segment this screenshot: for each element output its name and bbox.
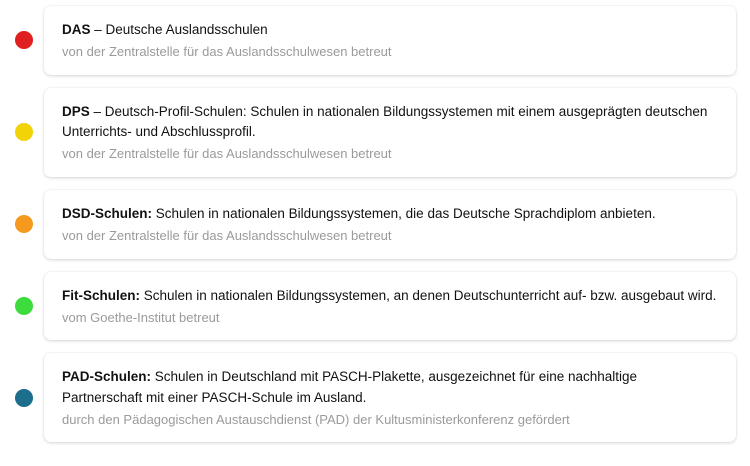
legend-dot-cell: [4, 297, 44, 315]
legend-card-sub: von der Zentralstelle für das Auslandsschulwesen betreut: [62, 44, 392, 60]
list-item: [4, 272, 736, 341]
legend-card: [44, 272, 736, 341]
legend-card-main: [62, 102, 718, 143]
legend-card-main: [62, 286, 718, 306]
legend-abbr: DAS: [62, 22, 91, 37]
list-item: [4, 353, 736, 442]
legend-dot-red-icon: [15, 31, 33, 49]
legend-card: [44, 88, 736, 177]
legend-main-text: Schulen in Deutschland mit PASCH-Plakette, ausgezeichnet für eine nachhaltige Partnerschaft mit einer PASCH-Schule im Ausland.: [62, 369, 638, 405]
legend-main-text: – Deutsche Auslandsschulen: [90, 22, 268, 37]
legend-dot-cell: [4, 389, 44, 407]
list-item: [4, 88, 736, 177]
legend-dot-cell: [4, 215, 44, 233]
legend-main-text: – Deutsch-Profil-Schulen: Schulen in nationalen Bildungssystemen mit einem ausgeprägten deutschen Unterrichts- und Abschlussprofil.: [62, 103, 708, 139]
legend-dot-blue-icon: [15, 389, 33, 407]
legend-dot-cell: [4, 123, 44, 141]
legend-card-sub: vom Goethe-Institut betreut: [62, 309, 220, 325]
legend-main-text: Schulen in nationalen Bildungssystemen, die das Deutsche Sprachdiplom anbieten.: [152, 205, 656, 221]
legend-card: [44, 190, 736, 259]
legend-card-sub: von der Zentralstelle für das Auslandsschulwesen betreut: [62, 228, 392, 243]
legend-card-main: [62, 204, 718, 224]
legend-card-main: [62, 367, 718, 408]
list-item: [4, 190, 736, 259]
legend-abbr: DPS: [62, 103, 90, 119]
list-item: [4, 6, 736, 75]
legend-card: [44, 353, 736, 442]
legend-abbr: Fit-Schulen:: [62, 287, 140, 303]
legend-card-sub: durch den Pädagogischen Austauschdienst (PAD) der Kultusministerkonferenz gefördert: [62, 411, 570, 427]
legend-card-main: [62, 20, 718, 40]
legend-dot-yellow-icon: [15, 123, 33, 141]
legend-dot-green-icon: [15, 297, 33, 315]
legend-abbr: DSD-Schulen:: [62, 205, 153, 221]
legend-dot-orange-icon: [15, 215, 33, 233]
legend-card: [44, 6, 736, 75]
legend-main-text: Schulen in nationalen Bildungssystemen, an denen Deutschunterricht auf- bzw. ausgebaut wird.: [140, 287, 717, 303]
legend-card-sub: von der Zentralstelle für das Auslandsschulwesen betreut: [62, 146, 392, 162]
legend-abbr: PAD-Schulen:: [62, 369, 152, 385]
legend-dot-cell: [4, 31, 44, 49]
